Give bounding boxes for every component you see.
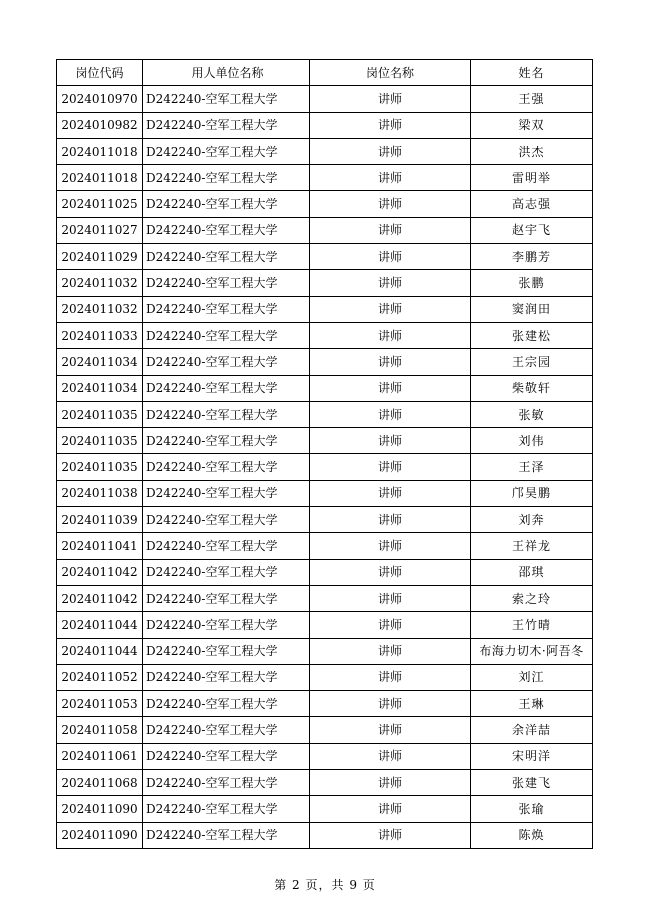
cell-person-name: 王宗园	[471, 349, 593, 375]
cell-employer-name: D242240-空军工程大学	[143, 375, 310, 401]
table-row	[57, 217, 593, 243]
cell-position-name: 讲师	[310, 138, 471, 164]
cell-position-name: 讲师	[310, 454, 471, 480]
cell-employer-name: D242240-空军工程大学	[143, 559, 310, 585]
cell-position-code: 2024011034	[57, 349, 143, 375]
cell-person-name: 陈焕	[471, 822, 593, 848]
cell-person-name: 布海力切木·阿吾冬	[471, 638, 593, 664]
cell-position-name: 讲师	[310, 585, 471, 611]
cell-employer-name: D242240-空军工程大学	[143, 244, 310, 270]
cell-position-name: 讲师	[310, 691, 471, 717]
table-row	[57, 691, 593, 717]
cell-employer-name: D242240-空军工程大学	[143, 507, 310, 533]
cell-employer-name: D242240-空军工程大学	[143, 428, 310, 454]
cell-employer-name: D242240-空军工程大学	[143, 401, 310, 427]
cell-position-code: 2024011038	[57, 480, 143, 506]
cell-person-name: 张敏	[471, 401, 593, 427]
cell-position-name: 讲师	[310, 165, 471, 191]
header-position-code: 岗位代码	[57, 60, 143, 86]
cell-employer-name: D242240-空军工程大学	[143, 533, 310, 559]
cell-person-name: 窦润田	[471, 296, 593, 322]
table-row	[57, 428, 593, 454]
cell-position-name: 讲师	[310, 770, 471, 796]
cell-person-name: 张瑜	[471, 796, 593, 822]
cell-person-name: 邝昊鹏	[471, 480, 593, 506]
cell-employer-name: D242240-空军工程大学	[143, 612, 310, 638]
cell-position-name: 讲师	[310, 480, 471, 506]
cell-position-code: 2024011068	[57, 770, 143, 796]
cell-person-name: 索之玲	[471, 585, 593, 611]
table-row	[57, 822, 593, 848]
cell-employer-name: D242240-空军工程大学	[143, 165, 310, 191]
table-row	[57, 112, 593, 138]
header-person-name: 姓名	[471, 60, 593, 86]
cell-employer-name: D242240-空军工程大学	[143, 770, 310, 796]
cell-position-code: 2024011042	[57, 585, 143, 611]
table-row	[57, 480, 593, 506]
table-row	[57, 322, 593, 348]
cell-person-name: 张建飞	[471, 770, 593, 796]
cell-employer-name: D242240-空军工程大学	[143, 191, 310, 217]
cell-employer-name: D242240-空军工程大学	[143, 86, 310, 112]
header-employer-name: 用人单位名称	[143, 60, 310, 86]
table-row	[57, 165, 593, 191]
cell-position-code: 2024011032	[57, 270, 143, 296]
cell-person-name: 宋明洋	[471, 743, 593, 769]
cell-position-code: 2024011018	[57, 165, 143, 191]
cell-position-code: 2024011053	[57, 691, 143, 717]
cell-position-name: 讲师	[310, 86, 471, 112]
header-position-name: 岗位名称	[310, 60, 471, 86]
cell-position-code: 2024011044	[57, 638, 143, 664]
cell-position-name: 讲师	[310, 112, 471, 138]
cell-person-name: 张建松	[471, 322, 593, 348]
cell-position-code: 2024011039	[57, 507, 143, 533]
cell-employer-name: D242240-空军工程大学	[143, 270, 310, 296]
cell-person-name: 高志强	[471, 191, 593, 217]
cell-employer-name: D242240-空军工程大学	[143, 717, 310, 743]
table-row	[57, 401, 593, 427]
cell-person-name: 雷明举	[471, 165, 593, 191]
cell-person-name: 李鹏芳	[471, 244, 593, 270]
cell-position-code: 2024011035	[57, 428, 143, 454]
cell-position-code: 2024011042	[57, 559, 143, 585]
cell-position-name: 讲师	[310, 743, 471, 769]
cell-position-name: 讲师	[310, 428, 471, 454]
table-row	[57, 191, 593, 217]
table-row	[57, 770, 593, 796]
cell-position-name: 讲师	[310, 322, 471, 348]
table-row	[57, 270, 593, 296]
cell-employer-name: D242240-空军工程大学	[143, 322, 310, 348]
cell-position-code: 2024011032	[57, 296, 143, 322]
cell-employer-name: D242240-空军工程大学	[143, 796, 310, 822]
cell-position-code: 2024011035	[57, 401, 143, 427]
cell-position-name: 讲师	[310, 533, 471, 559]
cell-employer-name: D242240-空军工程大学	[143, 638, 310, 664]
cell-person-name: 梁双	[471, 112, 593, 138]
table-row	[57, 717, 593, 743]
cell-person-name: 张鹏	[471, 270, 593, 296]
table-row	[57, 664, 593, 690]
cell-person-name: 刘奔	[471, 507, 593, 533]
cell-position-name: 讲师	[310, 559, 471, 585]
cell-position-code: 2024011027	[57, 217, 143, 243]
cell-employer-name: D242240-空军工程大学	[143, 664, 310, 690]
cell-person-name: 赵宇飞	[471, 217, 593, 243]
candidate-table	[56, 59, 593, 849]
cell-position-code: 2024011061	[57, 743, 143, 769]
cell-employer-name: D242240-空军工程大学	[143, 480, 310, 506]
cell-position-code: 2024011090	[57, 796, 143, 822]
cell-position-name: 讲师	[310, 401, 471, 427]
cell-position-name: 讲师	[310, 375, 471, 401]
cell-person-name: 余洋喆	[471, 717, 593, 743]
table-row	[57, 559, 593, 585]
cell-position-name: 讲师	[310, 191, 471, 217]
cell-position-name: 讲师	[310, 349, 471, 375]
cell-employer-name: D242240-空军工程大学	[143, 585, 310, 611]
table-row	[57, 86, 593, 112]
cell-person-name: 王祥龙	[471, 533, 593, 559]
cell-position-name: 讲师	[310, 612, 471, 638]
cell-person-name: 刘伟	[471, 428, 593, 454]
cell-position-name: 讲师	[310, 217, 471, 243]
table-row	[57, 585, 593, 611]
cell-position-code: 2024010970	[57, 86, 143, 112]
cell-position-code: 2024011044	[57, 612, 143, 638]
cell-position-code: 2024011052	[57, 664, 143, 690]
cell-position-name: 讲师	[310, 270, 471, 296]
cell-employer-name: D242240-空军工程大学	[143, 296, 310, 322]
cell-employer-name: D242240-空军工程大学	[143, 349, 310, 375]
cell-person-name: 柴敬轩	[471, 375, 593, 401]
table-row	[57, 743, 593, 769]
cell-position-name: 讲师	[310, 822, 471, 848]
cell-position-code: 2024011090	[57, 822, 143, 848]
table-row	[57, 375, 593, 401]
cell-position-code: 2024011033	[57, 322, 143, 348]
table-row	[57, 533, 593, 559]
cell-position-code: 2024011035	[57, 454, 143, 480]
table-row	[57, 349, 593, 375]
cell-position-code: 2024011029	[57, 244, 143, 270]
cell-employer-name: D242240-空军工程大学	[143, 691, 310, 717]
cell-position-code: 2024011058	[57, 717, 143, 743]
table-row	[57, 638, 593, 664]
cell-employer-name: D242240-空军工程大学	[143, 138, 310, 164]
cell-person-name: 刘江	[471, 664, 593, 690]
cell-position-name: 讲师	[310, 717, 471, 743]
cell-position-name: 讲师	[310, 638, 471, 664]
cell-position-code: 2024011034	[57, 375, 143, 401]
cell-position-name: 讲师	[310, 296, 471, 322]
table-row	[57, 296, 593, 322]
cell-position-code: 2024010982	[57, 112, 143, 138]
cell-person-name: 王竹晴	[471, 612, 593, 638]
cell-position-name: 讲师	[310, 244, 471, 270]
page-number: 第 2 页，共 9 页	[274, 878, 376, 892]
cell-employer-name: D242240-空军工程大学	[143, 743, 310, 769]
table-row	[57, 244, 593, 270]
cell-employer-name: D242240-空军工程大学	[143, 112, 310, 138]
cell-person-name: 王琳	[471, 691, 593, 717]
cell-employer-name: D242240-空军工程大学	[143, 822, 310, 848]
cell-employer-name: D242240-空军工程大学	[143, 454, 310, 480]
cell-person-name: 洪杰	[471, 138, 593, 164]
cell-position-code: 2024011018	[57, 138, 143, 164]
cell-person-name: 王强	[471, 86, 593, 112]
cell-employer-name: D242240-空军工程大学	[143, 217, 310, 243]
cell-position-code: 2024011041	[57, 533, 143, 559]
table-row	[57, 507, 593, 533]
table-row	[57, 796, 593, 822]
cell-position-name: 讲师	[310, 796, 471, 822]
table-row	[57, 138, 593, 164]
table-header-row	[57, 60, 593, 86]
cell-position-code: 2024011025	[57, 191, 143, 217]
table-row	[57, 612, 593, 638]
cell-person-name: 邵琪	[471, 559, 593, 585]
cell-position-name: 讲师	[310, 664, 471, 690]
table-body	[57, 86, 593, 849]
cell-person-name: 王泽	[471, 454, 593, 480]
cell-position-name: 讲师	[310, 507, 471, 533]
table-row	[57, 454, 593, 480]
